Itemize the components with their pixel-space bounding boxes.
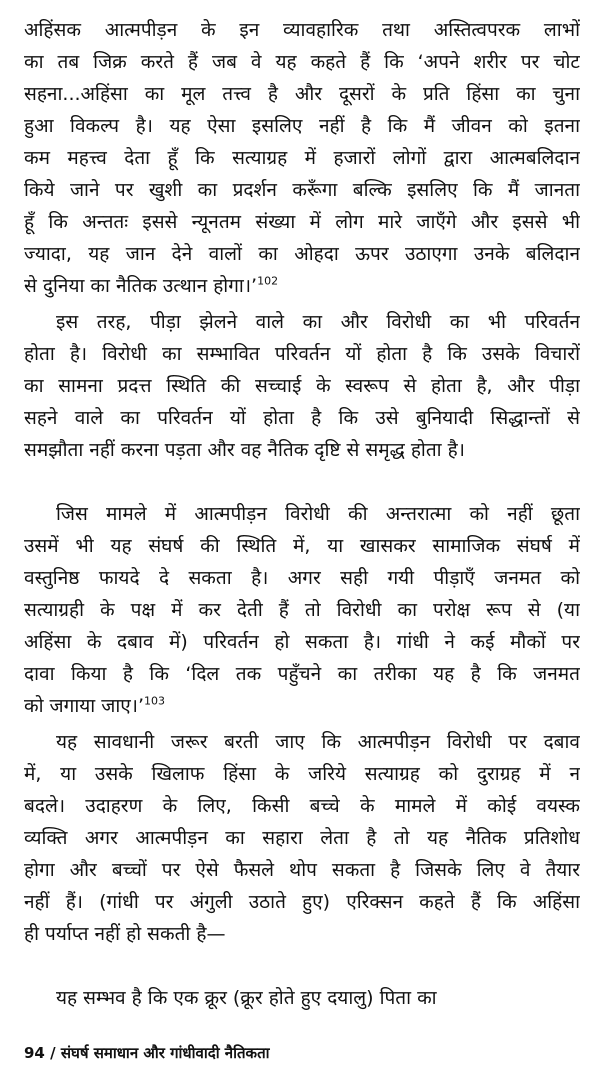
text-line: होता है। विरोधी का सम्भावित परिवर्तन यों होता है कि उसके विचारों: [24, 343, 580, 365]
text-line: में, या उसके खिलाफ हिंसा के जरिये सत्याग्रह को दुराग्रह में न: [24, 763, 580, 785]
page-number: 94: [24, 1044, 45, 1062]
text-line: होगा और बच्चों पर ऐसे फैसले थोप सकता है जिसके लिए वे तैयार: [24, 859, 580, 881]
text-line: उसमें भी यह संघर्ष की स्थिति में, या खासकर सामाजिक संघर्ष में: [24, 535, 580, 557]
text-line: का तब जिक्र करते हैं जब वे यह कहते हैं कि ‘अपने शरीर पर चोट: [24, 51, 580, 73]
text-line-content: से दुनिया का नैतिक उत्थान होगा।’: [24, 275, 258, 297]
text-line: दावा किया है कि ‘दिल तक पहुँचने का तरीका यह है कि जनमत: [24, 663, 580, 685]
text-line: सत्याग्रही के पक्ष में कर देती हैं तो विरोधी का परोक्ष रूप से (या: [24, 599, 580, 621]
text-line: ही पर्याप्त नहीं हो सकती है—: [24, 923, 226, 945]
text-line: वस्तुनिष्ठ फायदे दे सकता है। अगर सही गयी पीड़ाएँ जनमत को: [24, 567, 580, 589]
text-line: हूँ कि अन्ततः इससे न्यूनतम संख्या में लोग मारे जाएँगे और इससे भी: [24, 211, 580, 233]
text-line: सहने वाले का परिवर्तन यों होता है कि उसे बुनियादी सिद्धान्तों से: [24, 407, 580, 429]
footer-separator: /: [44, 1044, 61, 1062]
text-line: अहिंसा के दबाव में) परिवर्तन हो सकता है। गांधी ने कई मौकों पर: [24, 631, 580, 653]
text-line: इस तरह, पीड़ा झेलने वाले का और विरोधी का भी परिवर्तन: [56, 311, 580, 333]
quote-line: यह सम्भव है कि एक क्रूर (क्रूर होते हुए दयालु) पिता का: [56, 987, 437, 1009]
text-line: किये जाने पर खुशी का प्रदर्शन करूँगा बल्कि इसलिए कि मैं जानता: [24, 179, 580, 201]
text-line: व्यक्ति अगर आत्मपीड़न का सहारा लेता है तो यह नैतिक प्रतिशोध: [24, 827, 580, 849]
text-line: जिस मामले में आत्मपीड़न विरोधी की अन्तरात्मा को नहीं छूता: [56, 503, 580, 525]
text-line: [24, 270, 580, 302]
text-line: कम महत्त्व देता हूँ कि सत्याग्रह में हजारों लोगों द्वारा आत्मबलिदान: [24, 147, 580, 169]
footnote-marker: 102: [257, 274, 279, 288]
text-line: सहना...अहिंसा का मूल तत्त्व है और दूसरों के प्रति हिंसा का चुना: [24, 83, 580, 105]
book-title: संघर्ष समाधान और गांधीवादी नैतिकता: [60, 1044, 270, 1062]
text-line: अहिंसक आत्मपीड़न के इन व्यावहारिक तथा अस्तित्वपरक लाभों: [24, 19, 580, 41]
text-line-content: को जगाया जाए।’: [24, 695, 145, 717]
text-line: बदले। उदाहरण के लिए, किसी बच्चे के मामले में कोई वयस्क: [24, 795, 580, 817]
text-line: का सामना प्रदत्त स्थिति की सच्चाई के स्वरूप से होता है, और पीड़ा: [24, 375, 580, 397]
text-line: यह सावधानी जरूर बरती जाए कि आत्मपीड़न विरोधी पर दबाव: [56, 731, 580, 753]
page-footer: [24, 1040, 270, 1066]
text-line: नहीं हैं। (गांधी पर अंगुली उठाते हुए) एरिक्सन कहते हैं कि अहिंसा: [24, 891, 580, 913]
text-line: [24, 690, 580, 722]
footnote-marker: 103: [144, 694, 166, 708]
text-line: हुआ विकल्प है। यह ऐसा इसलिए नहीं है कि मैं जीवन को इतना: [24, 115, 580, 137]
text-line: समझौता नहीं करना पड़ता और वह नैतिक दृष्टि से समृद्ध होता है।: [24, 439, 465, 461]
text-line: ज्यादा, यह जान देने वालों का ओहदा ऊपर उठाएगा उनके बलिदान: [24, 243, 580, 265]
